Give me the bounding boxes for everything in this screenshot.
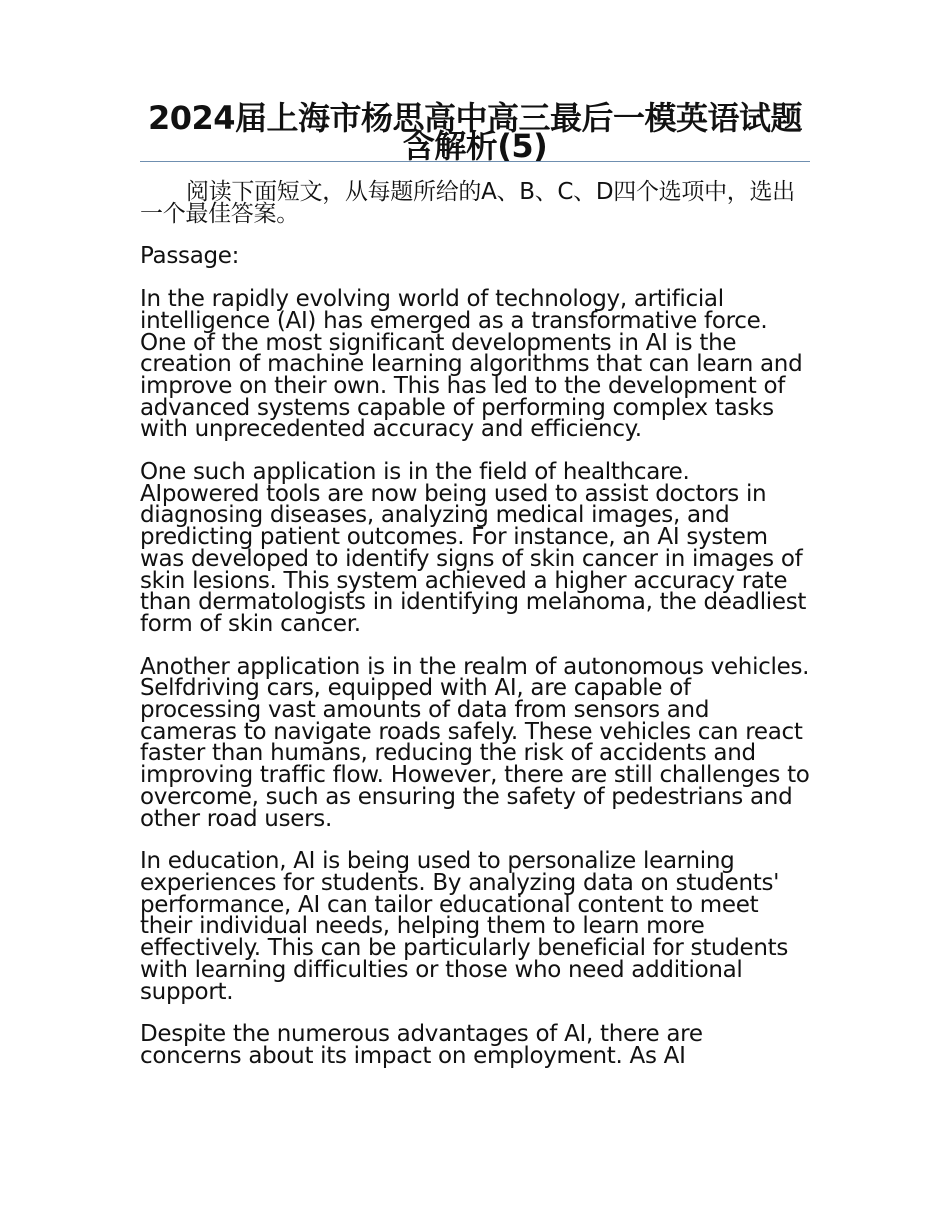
passage-label: Passage: — [140, 243, 240, 270]
passage-paragraph-3: Another application is in the realm of autonomous vehicles. Selfdriving cars, equipped with AI, are capable of processing vast amounts of data from sensors and cameras to navigate roads safely. These vehicles can react faster than humans, reducing the risk of accidents and improving traffic flow. However, there are still challenges to overcome, such as ensuring the safety of pedestrians and other road users. — [140, 653, 810, 832]
passage-paragraph-1: In the rapidly evolving world of technology, artificial intelligence (AI) has emerged as a transformative force. One of the most significant developments in AI is the creation of machine learning algorithms that can learn and improve on their own. This has led to the development of advanced systems capable of performing complex tasks with unprecedented accuracy and efficiency. — [140, 286, 803, 443]
passage-paragraph-5: Despite the numerous advantages of AI, there are concerns about its impact on employment. As AI — [140, 1021, 703, 1069]
passage-paragraph-4: In education, AI is being used to personalize learning experiences for students. By analyzing data on students' performance, AI can tailor educational content to meet their individual needs, helping them to learn more effectively. This can be particularly beneficial for students with learning difficulties or those who need additional support. — [140, 848, 789, 1005]
title-underline — [140, 161, 810, 162]
document-body — [140, 179, 810, 1089]
instruction-text: 阅读下面短文，从每题所给的A、B、C、D四个选项中，选出一个最佳答案。 — [140, 179, 795, 227]
passage-paragraph-2: One such application is in the field of healthcare. AIpowered tools are now being used to assist doctors in diagnosing diseases, analyzing medical images, and predicting patient outcomes. For instance, an AI system was developed to identify signs of skin cancer in images of skin lesions. This system achieved a higher accuracy rate than dermatologists in identifying melanoma, the deadliest form of skin cancer. — [140, 459, 807, 637]
document-title: 2024届上海市杨思高中高三最后一模英语试题含解析(5) — [147, 99, 803, 165]
